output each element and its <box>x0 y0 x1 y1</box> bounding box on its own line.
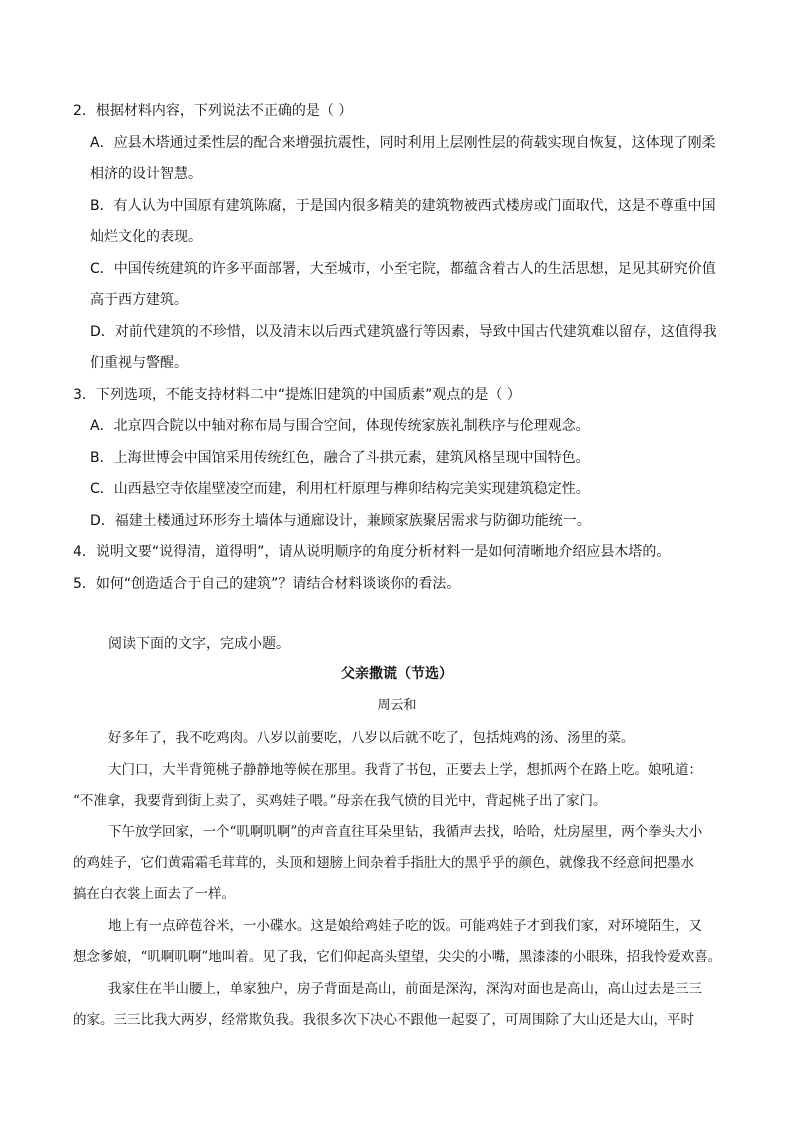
passage-line: 大门口，大半背篼桃子静静地等候在那里。我背了书包，正要去上学，想抓两个在路上吃。娘吼道： <box>108 762 702 778</box>
question-2-stem: 2．根据材料内容，下列说法不正确的是（ ） <box>73 103 353 119</box>
question-2-option-c: C．中国传统建筑的许多平面部署，大至城市，小至宅院，都蕴含着古人的生活思想，足见其研究价值 <box>90 261 716 277</box>
question-4: 4．说明文要“说得清，道得明”，请从说明顺序的角度分析材料一是如何清晰地介绍应县木塔的。 <box>73 544 671 560</box>
passage-author: 周云和 <box>377 698 417 713</box>
passage-line: 想念爹娘，“叽啊叽啊”地叫着。见了我，它们仰起高头望望，尖尖的小嘴，黑漆漆的小眼珠，招我怜爱欢喜。 <box>73 949 722 965</box>
question-3-option-c: C．山西悬空寺依崖壁凌空而建，利用杠杆原理与榫卯结构完美实现建筑稳定性。 <box>90 481 590 497</box>
passage-line: 好多年了，我不吃鸡肉。八岁以前要吃，八岁以后就不吃了，包括炖鸡的汤、汤里的菜。 <box>108 730 635 746</box>
question-2-option-d-cont: 们重视与警醒。 <box>90 355 188 371</box>
question-2-option-a-cont: 相济的设计智慧。 <box>90 166 202 182</box>
passage-line: 搞在白衣裳上面去了一样。 <box>73 886 235 902</box>
question-3-option-d: D．福建土楼通过环形夯土墙体与通廊设计，兼顾家族聚居需求与防御功能统一。 <box>90 513 591 529</box>
passage-title: 父亲撒谎（节选） <box>341 666 453 682</box>
question-3-option-b: B．上海世博会中国馆采用传统红色，融合了斗拱元素，建筑风格呈现中国特色。 <box>90 450 590 466</box>
passage-line: 的家。三三比我大两岁，经常欺负我。我很多次下决心不跟他一起耍了，可周围除了大山还是大山，平时 <box>73 1012 694 1028</box>
question-5: 5．如何“创造适合于自己的建筑”？请结合材料谈谈你的看法。 <box>73 576 461 592</box>
question-2-option-c-cont: 高于西方建筑。 <box>90 292 188 308</box>
passage-line: 下午放学回家，一个“叽啊叽啊”的声音直往耳朵里钻，我循声去找，哈哈，灶房屋里，两个拳头大小 <box>108 824 703 840</box>
passage-line: 的鸡娃子，它们黄霜霜毛茸茸的，头顶和翅膀上间杂着手指肚大的黑乎乎的颜色，就像我不经意间把墨水 <box>73 855 694 871</box>
passage-line: “不准拿，我要背到街上卖了，买鸡娃子喂。”母亲在我气愤的目光中，背起桃子出了家门。 <box>73 793 607 809</box>
question-2-option-a: A．应县木塔通过柔性层的配合来增强抗震性，同时利用上层刚性层的荷载实现自恢复，这体现了刚柔 <box>90 135 716 151</box>
passage-line: 我家住在半山腰上，单家独户，房子背面是高山，前面是深沟，深沟对面也是高山，高山过去是三三 <box>108 981 702 997</box>
reading-instruction: 阅读下面的文字，完成小题。 <box>108 636 290 652</box>
question-3-option-a: A．北京四合院以中轴对称布局与围合空间，体现传统家族礼制秩序与伦理观念。 <box>90 418 590 434</box>
question-2-option-d: D．对前代建筑的不珍惜，以及清末以后西式建筑盛行等因素，导致中国古代建筑难以留存，这值得我 <box>90 324 717 340</box>
question-2-option-b: B．有人认为中国原有建筑陈腐，于是国内很多精美的建筑物被西式楼房或门面取代，这是不尊重中国 <box>90 198 716 214</box>
question-3-stem: 3．下列选项，不能支持材料二中“提炼旧建筑的中国质素”观点的是（ ） <box>73 387 521 403</box>
passage-line: 地上有一点碎苞谷米，一小碟水。这是娘给鸡娃子吃的饭。可能鸡娃子才到我们家，对环境陌生，又 <box>108 918 702 934</box>
question-2-option-b-cont: 灿烂文化的表现。 <box>90 229 202 245</box>
